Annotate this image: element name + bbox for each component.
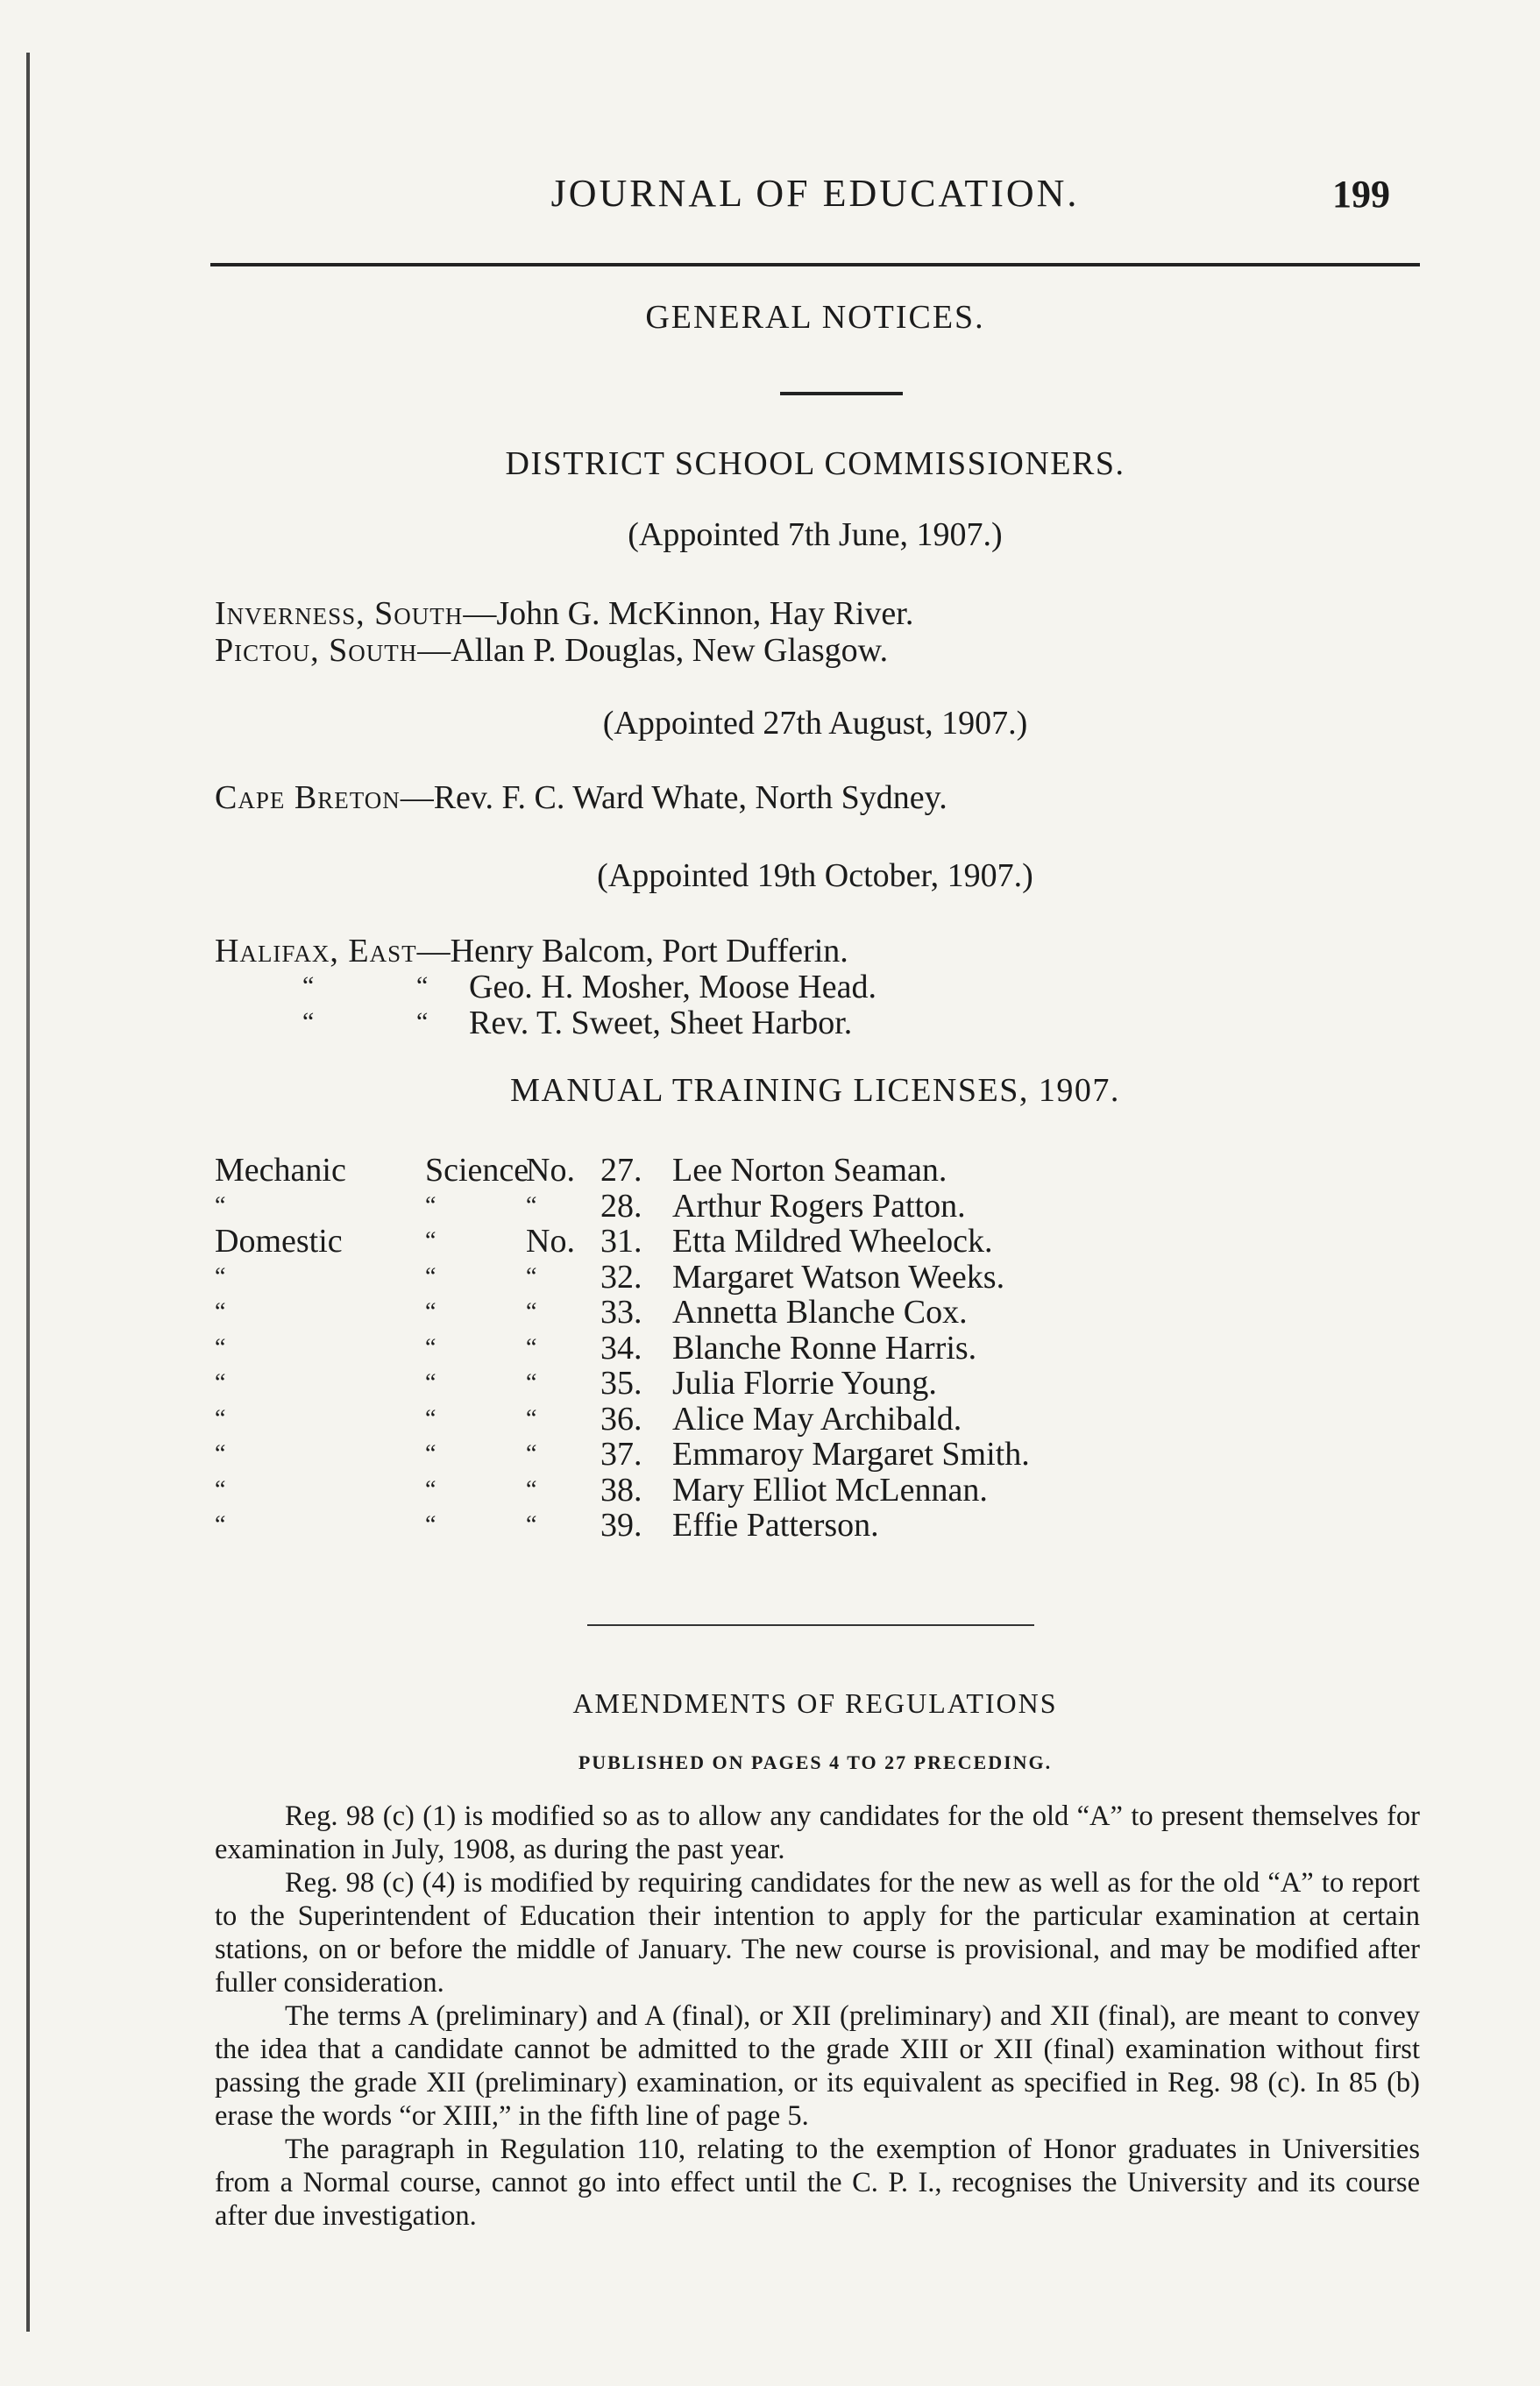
license-subject: “ [425, 1298, 436, 1325]
license-no: “ [526, 1191, 537, 1219]
license-subject: “ [425, 1511, 436, 1538]
license-category: “ [215, 1262, 226, 1290]
license-row [215, 1293, 1267, 1330]
commissioner-entry [215, 932, 848, 970]
license-category: “ [215, 1333, 226, 1361]
license-no: “ [526, 1333, 537, 1361]
ditto-mark: “ [416, 1007, 429, 1036]
license-no: “ [526, 1511, 537, 1538]
license-subject: “ [425, 1440, 436, 1467]
page-number: 199 [1332, 173, 1390, 216]
license-name: Lee Norton Seaman. [672, 1152, 947, 1189]
amendment-paragraph: Reg. 98 (c) (4) is modified by requiring candidates for the new as well as for the old “A” to report to the Superintendent of Education their intention to apply for the particular examination at certain stations, on or before the middle of January. The new course is provisional, and may be modified after fuller consideration. [215, 1867, 1420, 1999]
license-number: 28. [600, 1187, 642, 1225]
commissioner-text: —Henry Balcom, Port Dufferin. [416, 933, 848, 969]
license-name: Emmaroy Margaret Smith. [672, 1436, 1030, 1473]
license-name: Etta Mildred Wheelock. [672, 1223, 993, 1260]
commissioner-text: —Allan P. Douglas, New Glasgow. [417, 632, 889, 669]
license-category: “ [215, 1298, 226, 1325]
license-name: Margaret Watson Weeks. [672, 1258, 1005, 1296]
license-number: 39. [600, 1507, 642, 1544]
license-subject: “ [425, 1191, 436, 1219]
license-row [215, 1187, 1267, 1224]
license-subject: “ [425, 1404, 436, 1432]
license-row [215, 1222, 1267, 1259]
commissioner-entry [215, 594, 913, 633]
license-row [215, 1400, 1267, 1437]
ditto-mark: “ [302, 1007, 315, 1036]
ditto-mark: “ [302, 971, 315, 1000]
license-row [215, 1435, 1267, 1472]
license-category: Domestic [215, 1223, 343, 1260]
license-name: Effie Patterson. [672, 1507, 879, 1544]
license-category: “ [215, 1440, 226, 1467]
section-rule [587, 1624, 1034, 1626]
amendment-paragraph: The terms A (preliminary) and A (final), or XII (preliminary) and XII (final), are meant to convey the idea that a candidate cannot be admitted to the grade XIII or XII (final) examination without first passing the grade XII (preliminary) examination, or its equivalent as specified in Reg. 98 (c). In 85 (b) erase the words “or XIII,” in the fifth line of page 5. [215, 2000, 1420, 2132]
commissioner-entry [215, 778, 947, 817]
appointment-date-3: (Appointed 19th October, 1907.) [597, 857, 1033, 894]
commissioner-text: —John G. McKinnon, Hay River. [463, 595, 914, 632]
license-number: 35. [600, 1365, 642, 1402]
section-title: GENERAL NOTICES. [645, 299, 985, 336]
license-number: 33. [600, 1294, 642, 1331]
license-category: “ [215, 1404, 226, 1432]
commissioner-text: —Rev. F. C. Ward Whate, North Sydney. [400, 779, 947, 816]
appointment-date-1: (Appointed 7th June, 1907.) [628, 516, 1003, 553]
license-row [215, 1258, 1267, 1295]
license-subject: Science [425, 1152, 529, 1189]
amendments-title: AMENDMENTS OF REGULATIONS [572, 1687, 1058, 1719]
license-number: 34. [600, 1329, 642, 1367]
license-number: 38. [600, 1471, 642, 1509]
amendments-body [215, 1800, 1420, 2233]
license-number: 32. [600, 1258, 642, 1296]
amendments-subtitle: PUBLISHED ON PAGES 4 TO 27 PRECEDING. [578, 1751, 1053, 1773]
license-name: Alice May Archibald. [672, 1400, 962, 1438]
amendment-paragraph: Reg. 98 (c) (1) is modified so as to allow any candidates for the old “A” to present themselves for examination in July, 1908, as during the past year. [215, 1800, 1420, 1865]
license-name: Annetta Blanche Cox. [672, 1294, 968, 1331]
license-subject: “ [425, 1333, 436, 1361]
license-no: “ [526, 1369, 537, 1396]
amendment-paragraph: The paragraph in Regulation 110, relating to the exemption of Honor graduates in Universities from a Normal course, cannot go into effect until the C. P. I., recognises the University and its course after due investigation. [215, 2134, 1420, 2232]
commissioner-entry: Geo. H. Mosher, Moose Head. [469, 969, 876, 1005]
license-no: “ [526, 1404, 537, 1432]
license-number: 36. [600, 1400, 642, 1438]
binding-edge [26, 53, 30, 2332]
license-category: “ [215, 1511, 226, 1538]
district-name: Inverness, South [215, 595, 464, 632]
license-category: “ [215, 1475, 226, 1503]
license-name: Mary Elliot McLennan. [672, 1471, 988, 1509]
license-no: “ [526, 1298, 537, 1325]
manual-training-title: MANUAL TRAINING LICENSES, 1907. [510, 1072, 1120, 1109]
header-rule [210, 263, 1420, 266]
license-number: 27. [600, 1152, 642, 1189]
running-title: JOURNAL OF EDUCATION. [550, 172, 1080, 215]
license-name: Blanche Ronne Harris. [672, 1329, 977, 1367]
license-subject: “ [425, 1262, 436, 1290]
commissioner-entry: Rev. T. Sweet, Sheet Harbor. [469, 1005, 853, 1041]
section-divider [780, 392, 903, 395]
license-number: 31. [600, 1223, 642, 1260]
license-no: “ [526, 1262, 537, 1290]
license-subject: “ [425, 1369, 436, 1396]
license-row [215, 1471, 1267, 1508]
commissioner-entry [215, 631, 888, 670]
license-category: “ [215, 1191, 226, 1219]
license-no: “ [526, 1475, 537, 1503]
license-name: Arthur Rogers Patton. [672, 1187, 966, 1225]
license-no: No. [526, 1223, 575, 1260]
license-name: Julia Florrie Young. [672, 1365, 937, 1402]
license-row [215, 1364, 1267, 1401]
license-row [215, 1329, 1267, 1366]
license-row [215, 1506, 1267, 1543]
license-subject: “ [425, 1227, 436, 1254]
district-commissioners-title: DISTRICT SCHOOL COMMISSIONERS. [505, 445, 1125, 482]
ditto-mark: “ [416, 971, 429, 1000]
license-row [215, 1151, 1267, 1188]
license-category: “ [215, 1369, 226, 1396]
license-no: “ [526, 1440, 537, 1467]
district-name: Cape Breton [215, 779, 401, 816]
license-number: 37. [600, 1436, 642, 1473]
district-name: Halifax, East [215, 933, 417, 969]
license-category: Mechanic [215, 1152, 346, 1189]
district-name: Pictou, South [215, 632, 418, 669]
license-subject: “ [425, 1475, 436, 1503]
appointment-date-2: (Appointed 27th August, 1907.) [602, 705, 1028, 742]
license-no: No. [526, 1152, 575, 1189]
